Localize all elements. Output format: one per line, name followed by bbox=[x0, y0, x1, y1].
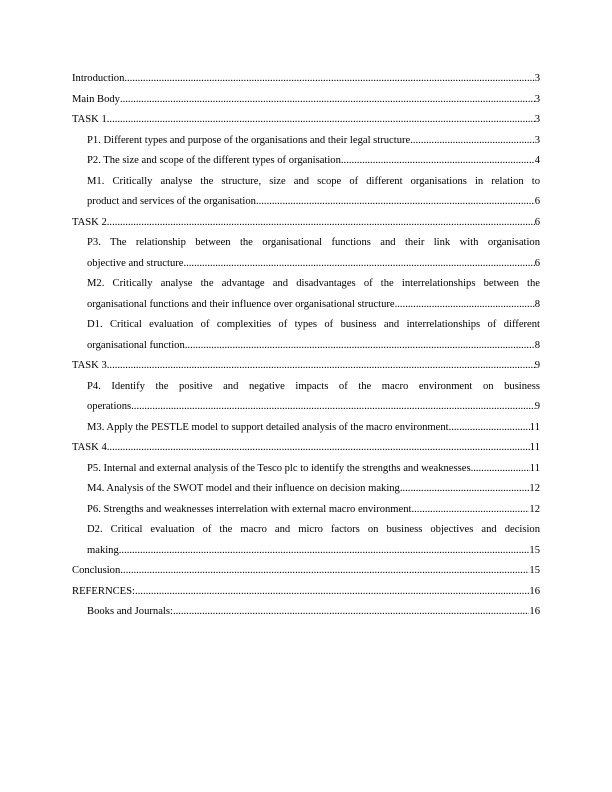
toc-entry[interactable] bbox=[72, 602, 540, 623]
toc-page-number: 11 bbox=[529, 421, 540, 433]
toc-entry-title: Books and Journals: bbox=[87, 606, 173, 617]
toc-entry[interactable] bbox=[72, 315, 540, 356]
dot-leader bbox=[120, 561, 529, 582]
toc-entry[interactable] bbox=[72, 172, 540, 213]
toc-entry-text-line: M2. Critically analyse the advantage and disadvantages of the interrelationships between the bbox=[87, 278, 540, 289]
dot-leader bbox=[410, 131, 534, 152]
toc-entry-title: Main Body bbox=[72, 93, 120, 105]
toc-entry-title: TASK 3 bbox=[72, 360, 107, 371]
toc-page-number: 8 bbox=[534, 298, 540, 310]
toc-entry[interactable] bbox=[72, 561, 540, 582]
dot-leader bbox=[107, 110, 535, 131]
toc-page-number: 6 bbox=[534, 257, 540, 269]
toc-entry-title: organisational function bbox=[87, 339, 185, 351]
toc-page-number: 12 bbox=[529, 503, 540, 515]
toc-page-number: 3 bbox=[534, 114, 540, 125]
toc-entry-title: P6. Strengths and weaknesses interrelation with external macro environment bbox=[87, 503, 412, 515]
toc-entry-title: M4. Analysis of the SWOT model and their influence on decision making bbox=[87, 483, 400, 494]
toc-page-number: 15 bbox=[529, 544, 540, 556]
toc-page-number: 9 bbox=[534, 401, 540, 412]
toc-entry-title: TASK 4 bbox=[72, 442, 107, 453]
toc-entry[interactable] bbox=[72, 110, 540, 131]
toc-page-number: 16 bbox=[529, 585, 540, 597]
dot-leader bbox=[471, 459, 530, 480]
dot-leader bbox=[120, 90, 535, 111]
toc-page-number: 3 bbox=[534, 93, 540, 105]
toc-entry-title: P1. Different types and purpose of the organisations and their legal structure bbox=[87, 134, 411, 146]
toc-entry-title: M3. Apply the PESTLE model to support detailed analysis of the macro environment bbox=[87, 421, 449, 433]
toc-entry-text-line: D1. Critical evaluation of complexities of types of business and interrelationships of different bbox=[87, 319, 540, 330]
toc-entry[interactable] bbox=[72, 274, 540, 315]
toc-entry-title: operations bbox=[87, 401, 132, 412]
toc-entry[interactable] bbox=[72, 479, 540, 500]
toc-page-number: 11 bbox=[529, 462, 540, 474]
dot-leader bbox=[107, 438, 530, 459]
toc-page-number: 9 bbox=[534, 360, 540, 371]
toc-entry-title: organisational functions and their influence over organisational structure bbox=[87, 298, 395, 310]
dot-leader bbox=[185, 336, 535, 357]
toc-page-number: 3 bbox=[534, 73, 540, 84]
toc-entry-text-line: P3. The relationship between the organisational functions and their link with organisation bbox=[87, 237, 540, 248]
toc-entry[interactable] bbox=[72, 213, 540, 234]
toc-page-number: 6 bbox=[534, 216, 540, 228]
toc-entry-title: Introduction bbox=[72, 73, 125, 84]
dot-leader bbox=[400, 479, 530, 500]
dot-leader bbox=[173, 602, 529, 623]
toc-entry-text-line: P4. Identify the positive and negative impacts of the macro environment on business bbox=[87, 380, 540, 392]
toc-entry-title: TASK 1 bbox=[72, 114, 107, 125]
toc-entry[interactable] bbox=[72, 418, 540, 439]
toc-entry[interactable] bbox=[72, 377, 540, 418]
toc-entry-title: product and services of the organisation bbox=[87, 196, 256, 207]
dot-leader bbox=[107, 356, 535, 377]
toc-entry[interactable] bbox=[72, 233, 540, 274]
toc-page-number: 15 bbox=[529, 565, 540, 576]
dot-leader bbox=[395, 295, 535, 316]
toc-entry[interactable] bbox=[72, 459, 540, 480]
toc-entry-title: TASK 2 bbox=[72, 216, 107, 228]
table-of-contents bbox=[72, 69, 540, 623]
toc-entry[interactable] bbox=[72, 500, 540, 521]
toc-entry[interactable] bbox=[72, 90, 540, 111]
toc-page-number: 16 bbox=[529, 606, 540, 617]
toc-page-number: 4 bbox=[534, 155, 540, 166]
dot-leader bbox=[341, 151, 535, 172]
toc-entry[interactable] bbox=[72, 69, 540, 90]
dot-leader bbox=[412, 500, 530, 521]
toc-entry[interactable] bbox=[72, 438, 540, 459]
toc-entry-text-line: M1. Critically analyse the structure, size and scope of different organisations in relation to bbox=[87, 175, 540, 187]
dot-leader bbox=[119, 541, 530, 562]
toc-entry-title: REFERNCES: bbox=[72, 585, 135, 597]
toc-entry-title: P5. Internal and external analysis of the Tesco plc to identify the strengths and weaknesses bbox=[87, 462, 471, 474]
toc-entry[interactable] bbox=[72, 356, 540, 377]
toc-entry[interactable] bbox=[72, 151, 540, 172]
toc-entry-title: Conclusion bbox=[72, 565, 121, 576]
toc-entry[interactable] bbox=[72, 582, 540, 603]
toc-entry[interactable] bbox=[72, 131, 540, 152]
dot-leader bbox=[183, 254, 534, 275]
toc-page-number: 11 bbox=[529, 442, 540, 453]
toc-page-number: 3 bbox=[534, 134, 540, 146]
toc-entry-text-line: D2. Critical evaluation of the macro and micro factors on business objectives and decision bbox=[87, 524, 540, 535]
toc-entry[interactable] bbox=[72, 520, 540, 561]
dot-leader bbox=[449, 418, 530, 439]
dot-leader bbox=[135, 582, 529, 603]
toc-page-number: 6 bbox=[534, 196, 540, 207]
dot-leader bbox=[107, 213, 535, 234]
dot-leader bbox=[256, 192, 535, 213]
toc-page-number: 12 bbox=[529, 483, 540, 494]
toc-entry-title: P2. The size and scope of the different types of organisation bbox=[87, 155, 341, 166]
toc-page-number: 8 bbox=[534, 339, 540, 351]
toc-entry-title: objective and structure bbox=[87, 257, 184, 269]
dot-leader bbox=[131, 397, 535, 418]
toc-entry-title: making bbox=[87, 544, 119, 556]
dot-leader bbox=[124, 69, 534, 90]
